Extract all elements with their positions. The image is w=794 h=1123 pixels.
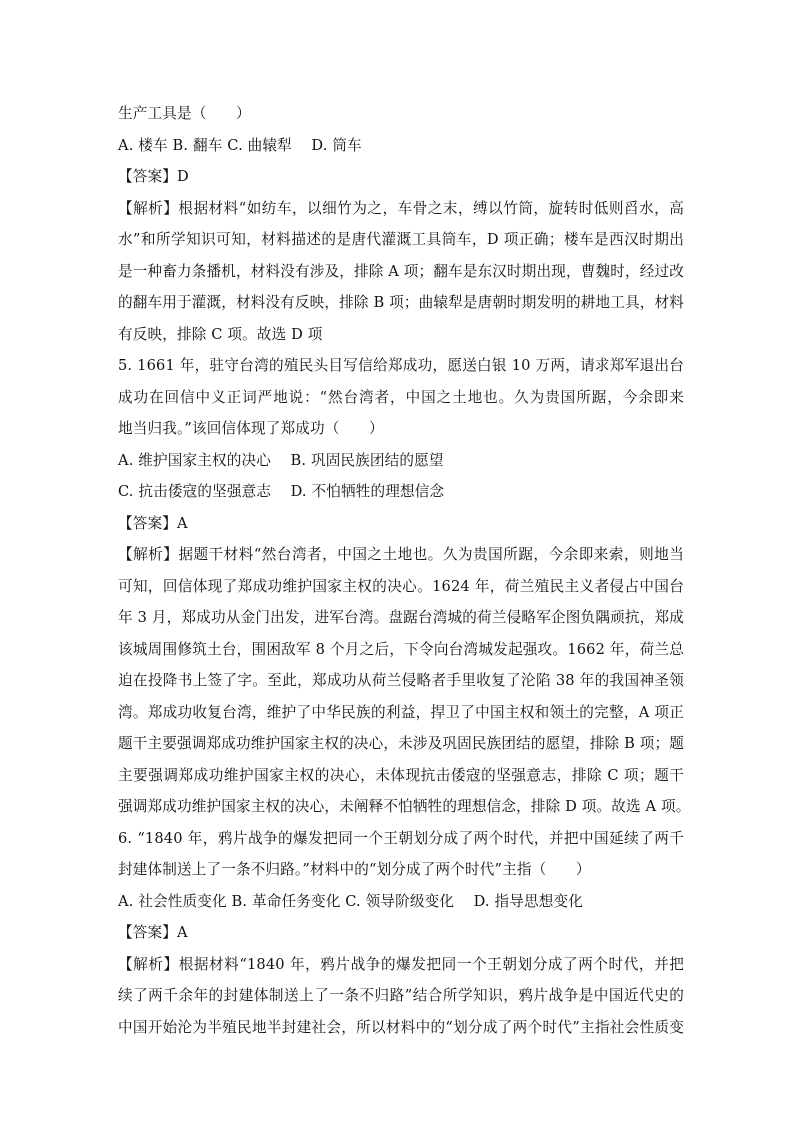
question-5-stem-line-1: 5. 1661 年，驻守台湾的殖民头目写信给郑成功，愿送白银 10 万两，请求郑军退出台 [118,357,684,374]
question-5-stem-line-3: 地当归我。”该回信体现了郑成功（ ） [118,420,384,437]
question-4-analysis-line-1: 【解析】根据材料“如纺车，以细竹为之，车骨之末，缚以竹筒，旋转时低则舀水，高 [118,199,684,217]
question-6-analysis-line-2: 续了两千余年的封建体制送上了一条不归路”结合所学知识，鸦片战争是中国近代史的 [118,987,684,1004]
question-6-stem-line-1: 6. “1840 年，鸦片战争的爆发把同一个王朝划分成了两个时代，并把中国延续了两千 [118,829,684,847]
document-page [118,98,691,1043]
question-6-analysis-line-3: 中国开始沦为半殖民地半封建社会，所以材料中的“划分成了两个时代”主指社会性质变 [118,1018,684,1036]
question-6-answer: 【答案】A [118,924,188,941]
question-6-options: A. 社会性质变化 B. 革命任务变化 C. 领导阶级变化 D. 指导思想变化 [118,892,583,910]
question-4-analysis-line-4: 的翻车用于灌溉，材料没有反映，排除 B 项；曲辕犁是唐朝时期发明的耕地工具，材料 [118,294,684,311]
question-6-analysis-line-1: 【解析】根据材料“1840 年，鸦片战争的爆发把同一个王朝划分成了两个时代，并把 [118,955,684,973]
question-5-analysis-line-1: 【解析】据题干材料“然台湾者，中国之土地也。久为贵国所踞，今余即来索，则地当 [118,546,684,563]
question-4-analysis-line-3: 是一种畜力条播机，材料没有涉及，排除 A 项；翻车是东汉时期出现，曹魏时，经过改 [118,262,684,280]
question-5-options-cd: C. 抗击倭寇的坚强意志 D. 不怕牺牲的理想信念 [118,483,445,500]
question-6-stem-line-2: 封建体制送上了一条不归路。”材料中的“划分成了两个时代”主指（ ） [118,861,591,878]
question-5-analysis-line-4: 该城周围修筑土台，围困敌军 8 个月之后，下令向台湾城发起强攻。1662 年，荷兰总 [118,640,684,658]
question-5-options-ab: A. 维护国家主权的决心 B. 巩固民族团结的愿望 [118,451,444,469]
question-5-analysis-line-8: 主要强调郑成功维护国家主权的决心，未体现抗击倭寇的坚强意志，排除 C 项；题干 [118,766,684,784]
question-5-analysis-line-2: 可知，回信体现了郑成功维护国家主权的决心。1624 年，荷兰殖民主义者侵占中国台 [118,577,684,595]
question-4-answer: 【答案】D [118,168,189,185]
question-5-analysis-line-3: 年 3 月，郑成功从金门出发，进军台湾。盘踞台湾城的荷兰侵略军企图负隅顽抗，郑成 [118,609,684,626]
question-4-options: A. 楼车 B. 翻车 C. 曲辕犁 D. 筒车 [118,136,362,154]
question-5-analysis-line-5: 迫在投降书上签了字。至此，郑成功从荷兰侵略者手里收复了沦陷 38 年的我国神圣领 [118,672,684,689]
question-5-analysis-line-6: 湾。郑成功收复台湾，维护了中华民族的利益，捍卫了中国主权和领土的完整，A 项正 [118,703,684,721]
question-4-stem-end: 生产工具是（ ） [118,105,251,122]
question-5-analysis-line-9: 强调郑成功维护国家主权的决心，未阐释不怕牺牲的理想信念，排除 D 项。故选 A 项。 [118,798,691,815]
question-4-analysis-line-2: 水”和所学知识可知，材料描述的是唐代灌溉工具筒车，D 项正确；楼车是西汉时期出 [118,231,684,248]
question-5-analysis-line-7: 题干主要强调郑成功维护国家主权的决心，未涉及巩固民族团结的愿望，排除 B 项；题 [118,735,684,752]
question-4-analysis-line-5: 有反映，排除 C 项。故选 D 项 [118,325,323,343]
question-5-stem-line-2: 成功在回信中义正词严地说：“然台湾者，中国之土地也。久为贵国所踞，今余即来 [118,388,684,406]
question-5-answer: 【答案】A [118,514,188,532]
